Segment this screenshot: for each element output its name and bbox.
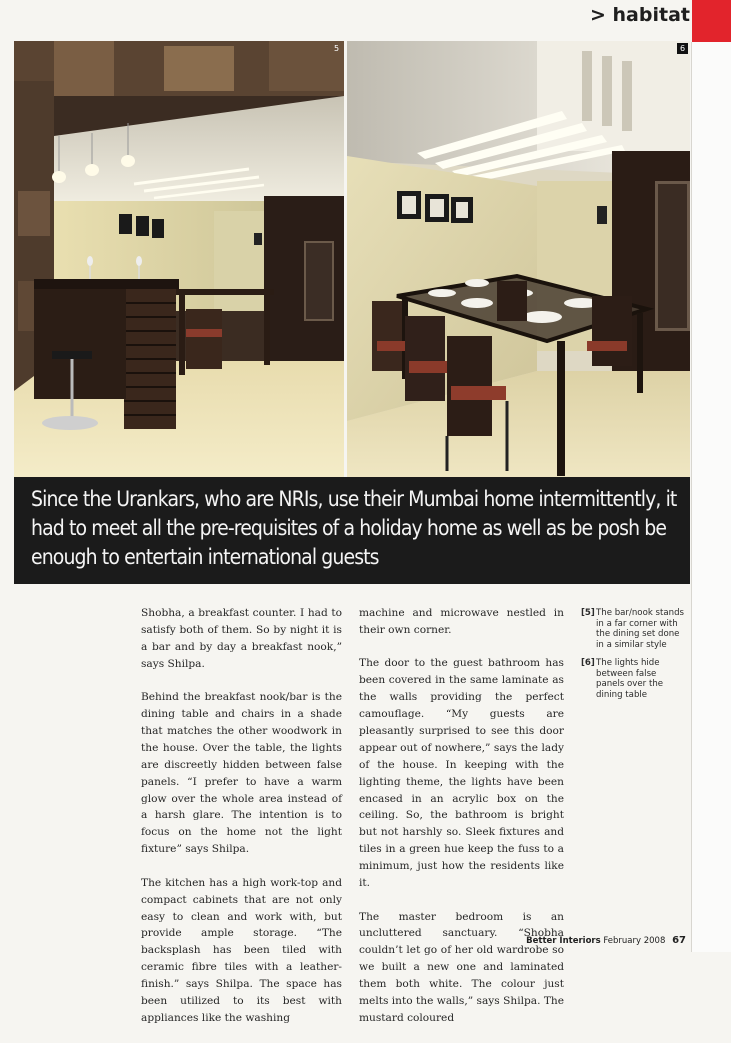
page-edge-divider bbox=[691, 42, 692, 952]
section-tag: > habitat bbox=[590, 4, 690, 26]
photo-dining-table bbox=[347, 41, 690, 477]
caption-text: The lights hide between false panels over the dining table bbox=[596, 658, 664, 700]
article-column-1 bbox=[141, 605, 342, 1043]
pull-quote-band bbox=[14, 477, 690, 584]
page-footer bbox=[520, 934, 686, 948]
bar-nook-illustration bbox=[14, 41, 344, 477]
paragraph: The door to the guest bathroom has been covered in the same laminate as the walls providing the perfect camouflage. “My guests are pleasantly surprised to see this door appear out of nowhere,” says the lady of the house. In keeping with the lighting theme, the lights have been encased in an acrylic box on the ceiling. So, the bathroom is bright but not harshly so. Sleek fixtures and tiles in a green hue keep the fuss to a minimum, just how the residents like it. bbox=[359, 657, 564, 890]
page-edge-strip bbox=[692, 0, 731, 952]
paragraph: The master bedroom is an uncluttered sanctuary. “Shobha couldn’t let go of her old wardrobe so we built a new one and laminated them both white. The colour just melts into the walls,” says Shilpa. The mustard coloured bbox=[359, 910, 564, 1024]
caption-6 bbox=[581, 658, 685, 700]
caption-text: The bar/nook stands in a far corner with the dining set done in a similar style bbox=[596, 608, 685, 650]
section-color-tab bbox=[692, 0, 731, 42]
page-number: 67 bbox=[672, 935, 686, 946]
photo-bar-nook bbox=[14, 41, 344, 477]
paragraph: Shobha, a breakfast counter. I had to satisfy both of them. So by night it is a bar and by day a breakfast nook,” says Shilpa. bbox=[141, 607, 342, 670]
article-column-2 bbox=[359, 605, 564, 1043]
photo-number-5: 5 bbox=[333, 44, 340, 53]
caption-number: [6] bbox=[581, 658, 595, 668]
photo-captions bbox=[581, 608, 685, 708]
dining-table-illustration bbox=[347, 41, 690, 477]
issue-date: February 2008 bbox=[603, 936, 666, 946]
paragraph: Behind the breakfast nook/bar is the dining table and chairs in a shade that matches the other woodwork in the house. Over the table, the lights are discreetly hidden between false panels. “I prefer to have a warm glow over the whole area instead of a harsh glare. The intention is to focus on the home not the light fixture” says Shilpa. bbox=[141, 691, 342, 856]
pull-quote: Since the Urankars, who are NRIs, use their Mumbai home intermittently, it had to meet all the pre-requisites of a holiday home as well as be posh be enough to entertain international guests bbox=[31, 487, 677, 569]
magazine-name: Better Interiors bbox=[526, 936, 601, 946]
caption-5 bbox=[581, 608, 685, 650]
paragraph: The kitchen has a high work-top and compact cabinets that are not only easy to clean and work with, but provide ample storage. “The backsplash has been tiled with ceramic fibre tiles with a leather-finish.” says Shilpa. The space has been utilized to its best with appliances like the washing bbox=[141, 876, 342, 1024]
paragraph: machine and microwave nestled in their own corner. bbox=[359, 607, 564, 636]
caption-number: [5] bbox=[581, 608, 595, 618]
photo-number-6: 6 bbox=[677, 43, 688, 54]
